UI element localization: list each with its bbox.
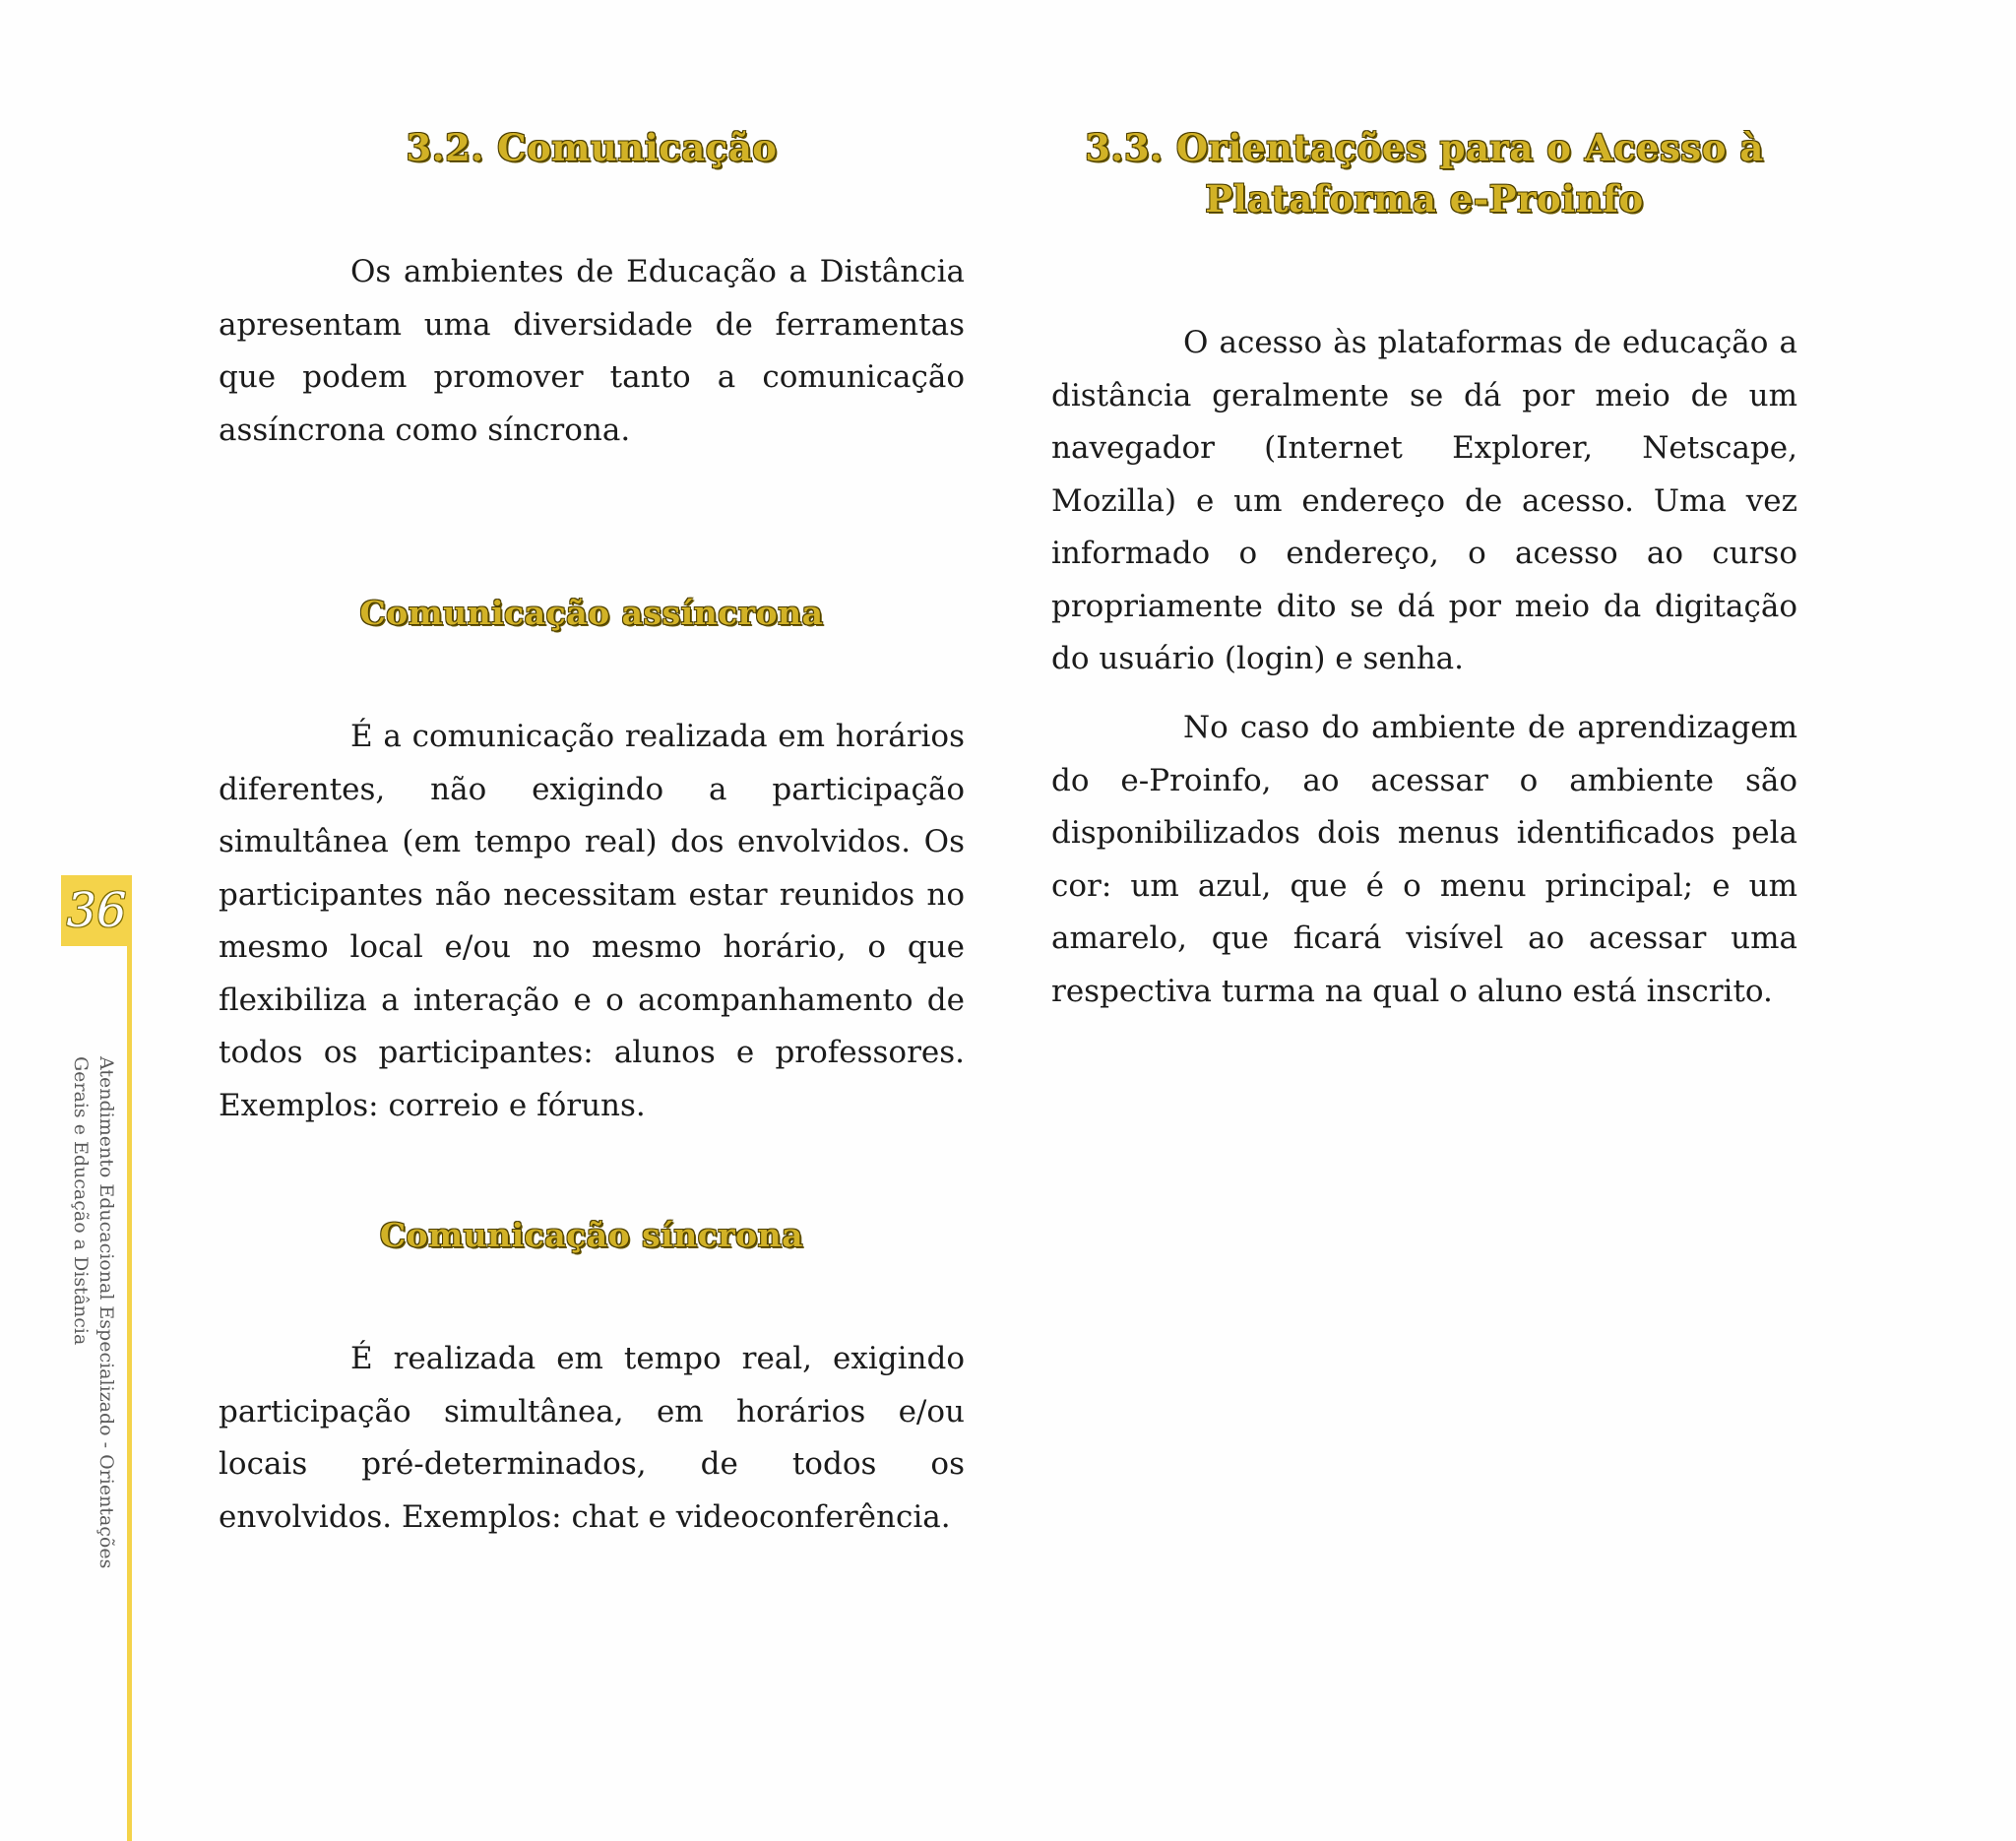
running-title — [60, 1056, 119, 1608]
page-number: 36 — [61, 875, 132, 946]
access-paragraph-1: O acesso às plataformas de educação a distância geralmente se dá por meio de um navegador (Internet Explorer, Netscape, Mozilla) e um endereço de acesso. Uma vez informado o endereço, o acesso ao curso propriamente dito se dá por meio da digitação do usuário (login) e senha. — [1051, 325, 1797, 676]
subheading-sync: Comunicação síncrona — [379, 1216, 804, 1254]
section-heading-communication: 3.2. Comunicação — [406, 126, 778, 169]
section-heading-access-line2: Plataforma e-Proinfo — [1205, 177, 1644, 221]
async-paragraph: É a comunicação realizada em horários diferentes, não exigindo a participação simultânea (em tempo real) dos envolvidos. Os participantes não necessitam estar reunidos no mesmo local e/ou no mesmo horário, o que flexibiliza a interação e o acompanhamento de todos os participantes: alunos e professores. Exemplos: correio e fóruns. — [219, 719, 965, 1123]
running-title-text: Atendimento Educacional Especializado - Orientações Gerais e Educação a Distância — [70, 1056, 117, 1569]
sync-paragraph: É realizada em tempo real, exigindo participação simultânea, em horários e/ou locais pré-determinados, de todos os envolvidos. Exemplos: chat e videoconferência. — [219, 1341, 965, 1535]
margin-rule — [127, 945, 132, 1841]
intro-paragraph: Os ambientes de Educação a Distância apresentam uma diversidade de ferramentas que podem promover tanto a comunicação assíncrona como síncrona. — [219, 254, 965, 448]
subheading-async: Comunicação assíncrona — [359, 594, 824, 632]
section-heading-access-line1: 3.3. Orientações para o Acesso à — [1085, 126, 1764, 169]
access-paragraph-2: No caso do ambiente de aprendizagem do e-Proinfo, ao acessar o ambiente são disponibilizados dois menus identificados pela cor: um azul, que é o menu principal; e um amarelo, que ficará visível ao acessar uma respectiva turma na qual o aluno está inscrito. — [1051, 710, 1797, 1009]
